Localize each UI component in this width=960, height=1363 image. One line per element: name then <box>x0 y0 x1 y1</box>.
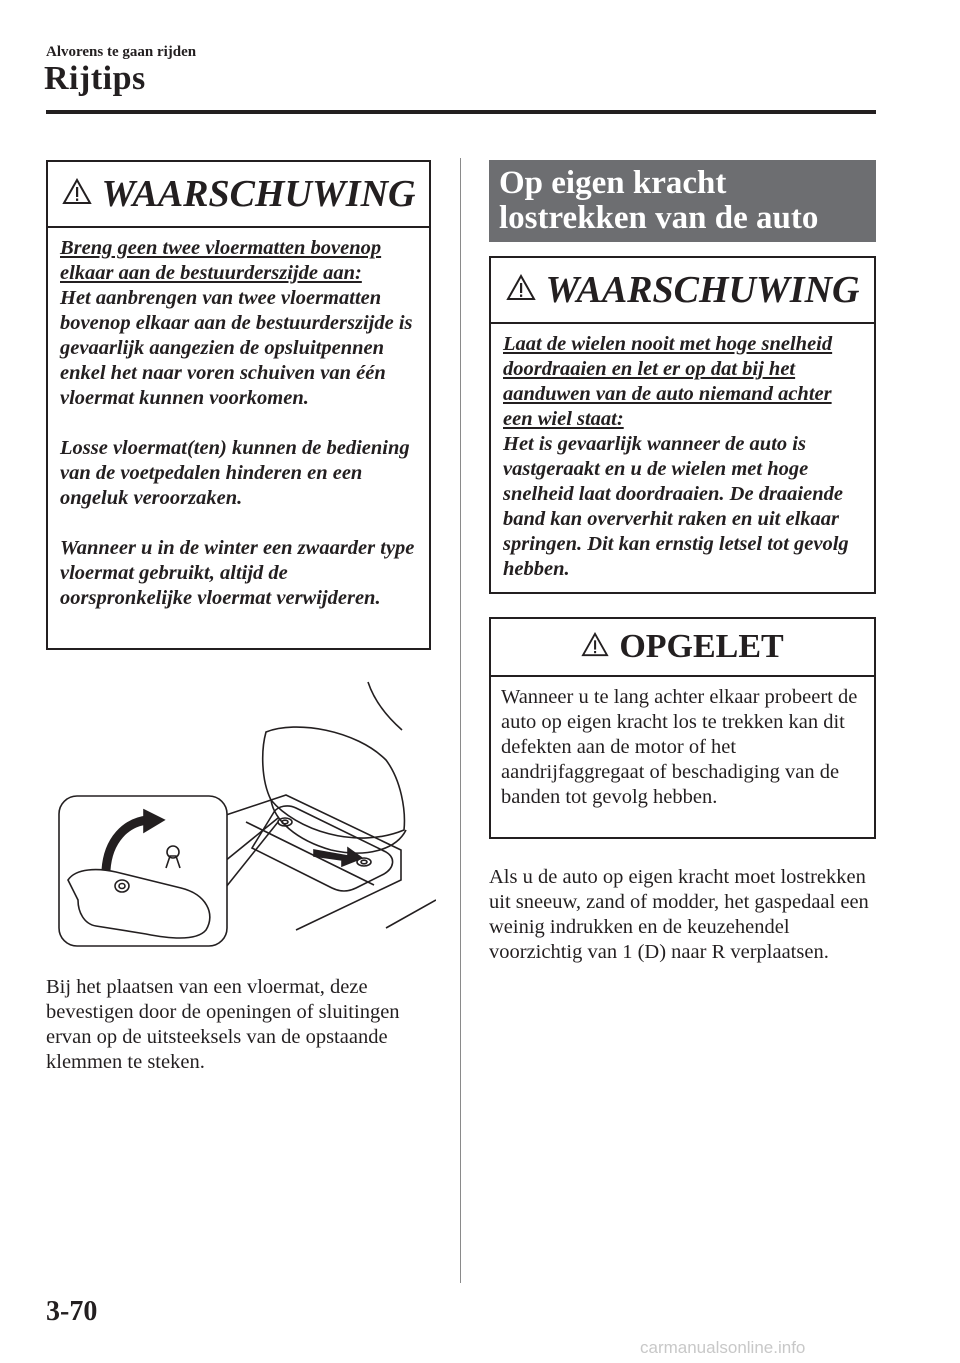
page-title: Rijtips <box>44 60 146 97</box>
warning-triangle-icon <box>581 632 609 662</box>
warning-box-header <box>48 162 429 228</box>
warning-lead: Laat de wielen nooit met hoge snelheid doordraaien en let er op dat bij het aanduwen van de auto niemand achter een wiel staat: <box>503 333 833 430</box>
warning-box-header <box>491 258 874 324</box>
warning-triangle-icon <box>506 274 536 306</box>
warning-triangle-icon <box>62 178 92 210</box>
warning-paragraph-1: Het aanbrengen van twee vloermatten bovenop elkaar aan de bestuurderszijde is gevaarlijk aangezien de opsluitpennen enkel het naar voren schuiven van één vloermat kunnen voorkomen. <box>60 287 413 409</box>
warning-paragraph-2: Losse vloermat(ten) kunnen de bediening van de voetpedalen hinderen en een ongeluk veroorzaken. <box>60 437 410 509</box>
lostrekken-paragraph: Als u de auto op eigen kracht moet lostrekken uit sneeuw, zand of modder, het gaspedaal een weinig indrukken en de keuzehendel voorzichtig van 1 (D) naar R verplaatsen. <box>489 866 869 963</box>
warning-box-floormat <box>46 160 431 650</box>
caution-title: OPGELET <box>619 628 784 665</box>
warning-title: WAARSCHUWING <box>545 269 860 311</box>
floormat-caption: Bij het plaatsen van een vloermat, deze bevestigen door de openingen of sluitingen ervan op de uitsteeksels van de opstaande klemmen te steken. <box>46 976 400 1073</box>
warning-body <box>48 228 429 619</box>
warning-paragraph: Het is gevaarlijk wanneer de auto is vastgeraakt en u de wielen met hoge snelheid laat doordraaien. De draaiende band kan oververhit raken en uit elkaar springen. Dit kan ernstig letsel tot gevolg hebben. <box>503 433 849 580</box>
warning-box-wheels <box>489 256 876 594</box>
section-label: Alvorens te gaan rijden <box>46 44 197 60</box>
header-rule <box>46 110 876 114</box>
page-number: 3-70 <box>46 1296 98 1327</box>
warning-title: WAARSCHUWING <box>101 173 416 215</box>
watermark: carmanualsonline.info <box>640 1338 806 1357</box>
warning-body <box>491 324 874 590</box>
warning-lead: Breng geen twee vloermatten bovenop elkaar aan de bestuurderszijde aan: <box>60 237 382 284</box>
column-divider <box>460 158 461 1283</box>
caution-box-header <box>491 619 874 677</box>
caution-body: Wanneer u te lang achter elkaar probeert de auto op eigen kracht los te trekken kan dit defekten aan de motor of het aandrijfaggregaat of beschadiging van de banden tot gevolg hebben. <box>501 686 858 808</box>
section-heading: Op eigen kracht lostrekken van de auto <box>489 160 876 242</box>
floormat-illustration <box>56 680 436 950</box>
caution-box <box>489 617 876 839</box>
warning-paragraph-3: Wanneer u in de winter een zwaarder type vloermat gebruikt, altijd de oorspronkelijke vloermat verwijderen. <box>60 537 415 609</box>
